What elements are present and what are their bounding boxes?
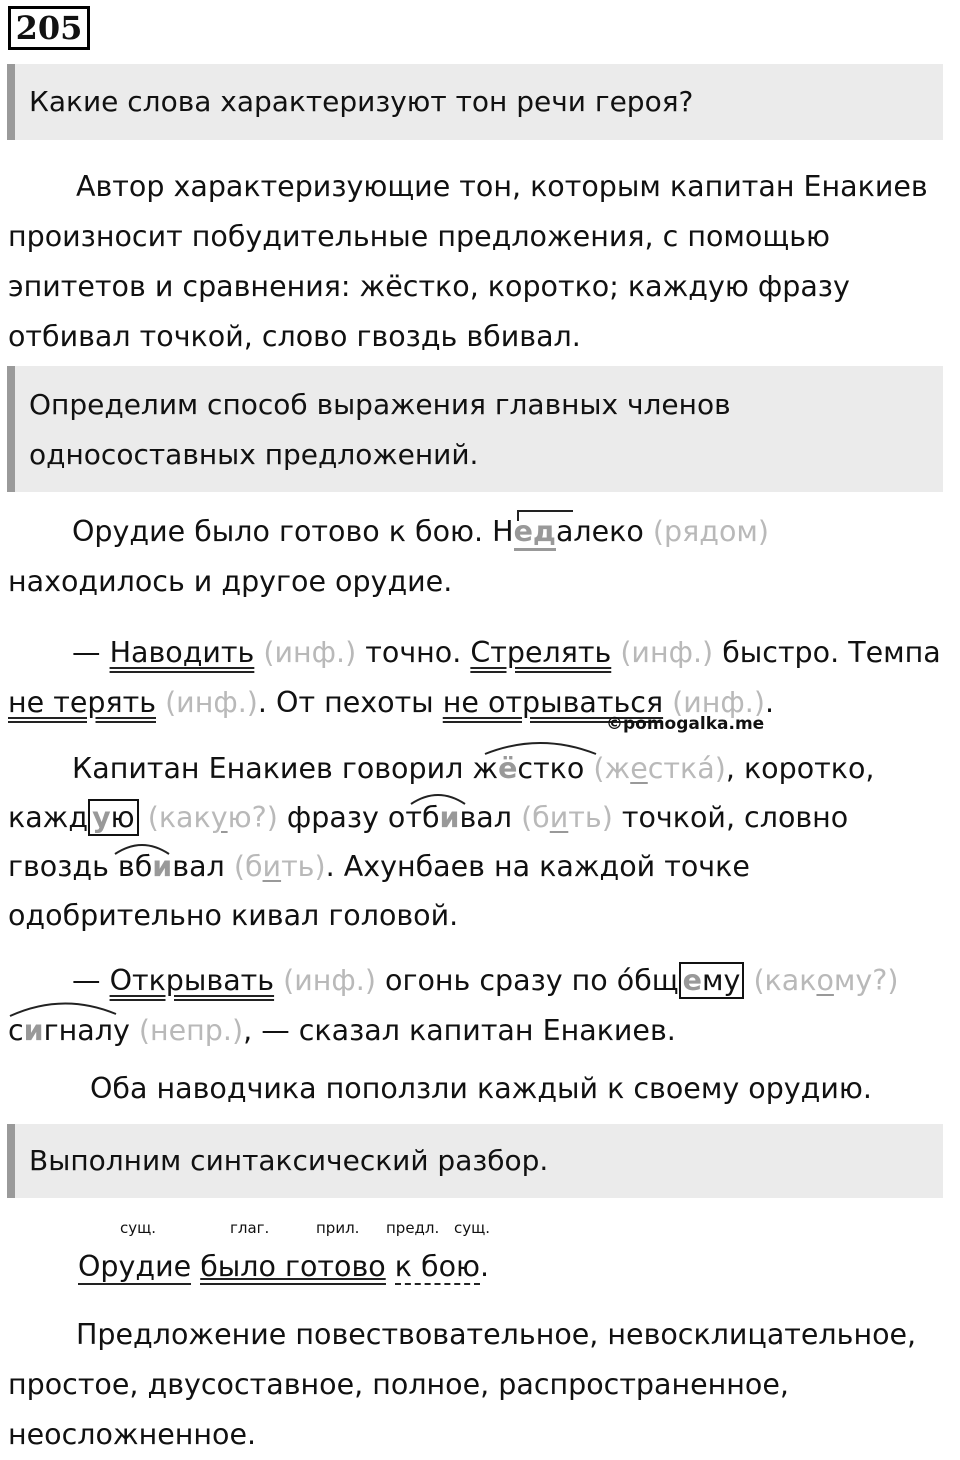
predicate: не отрываться bbox=[442, 686, 664, 719]
predicate: Наводить bbox=[109, 636, 255, 669]
paragraph-2 bbox=[8, 628, 941, 728]
text: , коротко, bbox=[725, 752, 875, 785]
hint: (инф.) bbox=[620, 636, 714, 669]
text: быстро. Темпа bbox=[713, 636, 941, 669]
question-3-text: Выполним синтаксический разбор. bbox=[29, 1144, 549, 1177]
parsed-sentence bbox=[78, 1248, 489, 1286]
task-number: 205 bbox=[8, 6, 90, 50]
ending-letter: му bbox=[702, 964, 741, 997]
text: гвоздь вб bbox=[8, 850, 153, 883]
object: к бою bbox=[394, 1250, 481, 1283]
hint: (как bbox=[753, 964, 817, 997]
conclusion-line: Предложение повествовательное, невосклицательное, bbox=[76, 1318, 917, 1351]
text: гналу bbox=[43, 1014, 130, 1047]
text-line: одобрительно кивал головой. bbox=[8, 899, 459, 932]
hint: (инф.) bbox=[672, 686, 765, 719]
text: огонь сразу по о́бщ bbox=[375, 964, 679, 997]
root-arc-icon bbox=[112, 838, 172, 856]
root-arc-icon bbox=[482, 738, 600, 756]
text: стко bbox=[517, 752, 585, 785]
dash: — bbox=[72, 964, 110, 997]
letter: и bbox=[23, 1014, 44, 1047]
hint: (как bbox=[147, 801, 211, 834]
letter: ё bbox=[498, 752, 518, 785]
text: точкой, словно bbox=[612, 801, 849, 834]
text: , — сказал капитан Енакиев. bbox=[243, 1014, 676, 1047]
hint: му?) bbox=[833, 964, 899, 997]
ending-letter: е bbox=[682, 964, 702, 997]
subject: Орудие bbox=[78, 1250, 192, 1283]
answer-1 bbox=[8, 162, 928, 362]
hint: е bbox=[630, 752, 648, 785]
conclusion-line: простое, двусоставное, полное, распространенное, bbox=[8, 1368, 789, 1401]
answer-1-line: эпитетов и сравнения: жёстко, коротко; каждую фразу bbox=[8, 270, 850, 303]
question-3 bbox=[7, 1124, 943, 1198]
prefix-letter: д bbox=[533, 515, 556, 551]
paragraph-5: Оба наводчика поползли каждый к своему орудию. bbox=[90, 1072, 872, 1105]
paragraph-1 bbox=[8, 513, 769, 601]
text: алеко bbox=[555, 515, 644, 548]
text: с bbox=[8, 1014, 24, 1047]
letter: и bbox=[439, 801, 460, 834]
hint: стка́) bbox=[647, 752, 726, 785]
hint: (б bbox=[233, 850, 263, 883]
predicate: не терять bbox=[8, 686, 156, 719]
predicate: Открывать bbox=[109, 964, 275, 997]
hint: у bbox=[210, 801, 228, 834]
question-2 bbox=[7, 366, 943, 492]
hint: (непр.) bbox=[138, 1014, 244, 1047]
root-mark-icon bbox=[515, 509, 577, 523]
hint: (инф.) bbox=[283, 964, 376, 997]
text: вал bbox=[172, 850, 225, 883]
hint: ю?) bbox=[227, 801, 278, 834]
watermark: ©pomogalka.me bbox=[606, 714, 765, 734]
hint: (б bbox=[521, 801, 550, 834]
hint: о bbox=[816, 964, 834, 997]
hint: (ж bbox=[593, 752, 631, 785]
question-1 bbox=[7, 64, 943, 140]
root-arc-icon bbox=[408, 788, 468, 806]
ending-letter: у bbox=[92, 801, 111, 834]
text: Орудие было готово к бою. Н bbox=[72, 515, 514, 548]
hint: и bbox=[262, 850, 282, 883]
hint: (рядом) bbox=[652, 515, 770, 548]
text: точно. bbox=[356, 636, 471, 669]
text: . Ахунбаев на каждой точке bbox=[325, 850, 750, 883]
question-2-line: Определим способ выражения главных членов bbox=[29, 388, 731, 421]
pos-label: сущ. bbox=[454, 1219, 491, 1237]
text: вал bbox=[459, 801, 512, 834]
pos-label: глаг. bbox=[230, 1219, 270, 1237]
text: . От пехоты bbox=[257, 686, 443, 719]
text: . bbox=[764, 686, 775, 719]
text: . bbox=[480, 1250, 490, 1283]
text: Капитан Енакиев говорил ж bbox=[72, 752, 499, 785]
pos-label: сущ. bbox=[120, 1219, 157, 1237]
hint: и bbox=[549, 801, 569, 834]
prefix-letter: е bbox=[514, 515, 533, 551]
dash: — bbox=[72, 636, 110, 669]
pos-label: прил. bbox=[316, 1219, 360, 1237]
question-2-line: односоставных предложений. bbox=[29, 438, 479, 471]
predicate: Стрелять bbox=[470, 636, 612, 669]
ending-letter: ю bbox=[110, 801, 135, 834]
conclusion bbox=[8, 1310, 916, 1460]
text: фразу отб bbox=[277, 801, 440, 834]
predicate: было готово bbox=[200, 1250, 386, 1283]
hint: ть) bbox=[281, 850, 326, 883]
root-arc-icon bbox=[8, 998, 120, 1018]
hint: (инф.) bbox=[165, 686, 258, 719]
conclusion-line: неосложненное. bbox=[8, 1418, 257, 1451]
answer-1-line: произносит побудительные предложения, с помощью bbox=[8, 220, 830, 253]
hint: ть) bbox=[568, 801, 613, 834]
answer-1-line: отбивал точкой, слово гвоздь вбивал. bbox=[8, 320, 581, 353]
hint: (инф.) bbox=[263, 636, 357, 669]
pos-label: предл. bbox=[386, 1219, 440, 1237]
paragraph-4 bbox=[8, 956, 899, 1056]
question-1-text: Какие слова характеризуют тон речи героя? bbox=[29, 85, 694, 118]
text-line: находилось и другое орудие. bbox=[8, 565, 453, 598]
letter: и bbox=[152, 850, 173, 883]
text: кажд bbox=[8, 801, 89, 834]
answer-1-line: Автор характеризующие тон, которым капитан Енакиев bbox=[76, 170, 928, 203]
